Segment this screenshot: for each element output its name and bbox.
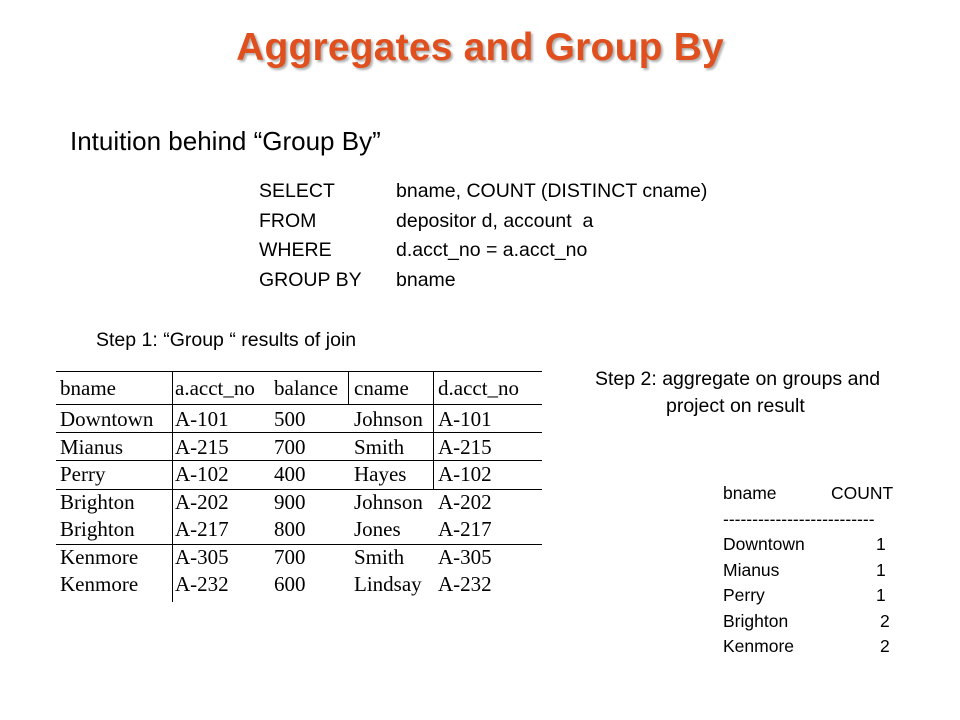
table-row [56, 488, 542, 516]
result-bname: Downtown [723, 534, 805, 554]
result-header [723, 481, 894, 507]
result-bname: Mianus [723, 559, 780, 580]
result-bname: Kenmore [723, 636, 795, 656]
table-row [56, 515, 542, 543]
column-divider [348, 371, 349, 405]
table-cell: Perry [60, 462, 106, 486]
sql-keyword: SELECT [259, 180, 335, 202]
table-cell: Downtown [60, 407, 154, 431]
table-cell: A-305 [438, 544, 492, 569]
table-rule [56, 489, 542, 490]
result-count: 1 [876, 559, 886, 580]
table-cell: 700 [274, 434, 306, 459]
result-header-count: COUNT [831, 483, 894, 503]
table-cell: A-217 [438, 517, 492, 541]
result-bname: Perry [723, 585, 765, 605]
table-cell: A-101 [438, 407, 492, 431]
sql-line-groupby [259, 266, 707, 296]
result-header-bname: bname [723, 483, 777, 503]
sql-clause: depositor d, account a [396, 209, 594, 232]
list-item [723, 558, 886, 584]
table-row [56, 570, 542, 598]
table-cell: Kenmore [60, 544, 139, 569]
result-separator: -------------------------- [723, 508, 875, 529]
table-cell: Hayes [354, 462, 407, 486]
sql-line-where [259, 236, 707, 266]
step1-caption: Step 1: “Group “ results of join [96, 329, 357, 351]
table-cell: Mianus [60, 434, 123, 459]
table-cell: A-101 [175, 407, 229, 431]
table-cell: Johnson [354, 407, 423, 431]
result-list [723, 481, 894, 660]
table-rule [56, 371, 542, 372]
table-cell: 900 [274, 489, 306, 514]
step2-line2: project on result [666, 395, 805, 417]
sql-keyword: GROUP BY [259, 268, 362, 291]
table-cell: Lindsay [354, 572, 422, 596]
table-row [56, 433, 542, 461]
table-cell: A-215 [438, 434, 492, 459]
table-cell: 600 [274, 572, 306, 596]
list-item [723, 583, 886, 609]
table-row [56, 460, 542, 488]
list-item [723, 609, 890, 635]
list-item [723, 634, 890, 660]
table-rule [56, 432, 542, 433]
result-count: 1 [876, 534, 886, 554]
sql-query [259, 177, 707, 295]
slide-subtitle: Intuition behind “Group By” [70, 126, 381, 156]
table-cell: Smith [354, 544, 405, 569]
table-cell: A-202 [438, 489, 492, 514]
table-cell: Brighton [60, 489, 135, 514]
table-cell: A-215 [175, 434, 229, 459]
header-cell: balance [274, 376, 339, 400]
sql-line-from [259, 207, 707, 237]
table-cell: A-217 [175, 517, 229, 541]
sql-clause: d.acct_no = a.acct_no [396, 239, 588, 261]
sql-clause: bname, COUNT (DISTINCT cname) [396, 180, 708, 202]
table-cell: Kenmore [60, 572, 139, 596]
table-row [56, 543, 542, 571]
slide-title: Aggregates and Group By [236, 26, 724, 69]
table-cell: Johnson [354, 489, 423, 514]
step2-caption [595, 366, 880, 420]
table-cell: A-202 [175, 489, 229, 514]
result-count: 1 [876, 585, 886, 605]
table-cell: A-232 [438, 572, 492, 596]
header-cell: d.acct_no [438, 376, 520, 400]
sql-keyword: WHERE [259, 239, 332, 261]
step2-line1: Step 2: aggregate on groups and [595, 368, 881, 390]
table-cell: 500 [274, 407, 306, 431]
join-table-header [56, 371, 542, 405]
table-cell: 400 [274, 462, 306, 486]
table-cell: A-102 [175, 462, 229, 486]
table-cell: Brighton [60, 517, 135, 541]
table-cell: 700 [274, 544, 306, 569]
sql-keyword: FROM [259, 209, 317, 232]
list-item [723, 532, 886, 558]
join-table [56, 371, 542, 598]
sql-line-select [259, 177, 707, 207]
table-cell: A-102 [438, 462, 492, 486]
column-divider [433, 371, 434, 489]
table-cell: A-305 [175, 544, 229, 569]
result-count: 2 [880, 636, 890, 656]
table-rule [56, 460, 542, 461]
header-cell: bname [60, 376, 116, 400]
table-cell: Smith [354, 434, 405, 459]
header-cell: cname [354, 376, 409, 400]
table-rule [56, 544, 542, 545]
table-cell: 800 [274, 517, 306, 541]
table-cell: Jones [354, 517, 401, 541]
header-cell: a.acct_no [175, 376, 255, 400]
column-divider [172, 371, 173, 602]
result-bname: Brighton [723, 610, 789, 631]
table-cell: A-232 [175, 572, 229, 596]
table-row [56, 405, 542, 433]
sql-clause: bname [396, 268, 456, 291]
result-count: 2 [880, 610, 890, 631]
